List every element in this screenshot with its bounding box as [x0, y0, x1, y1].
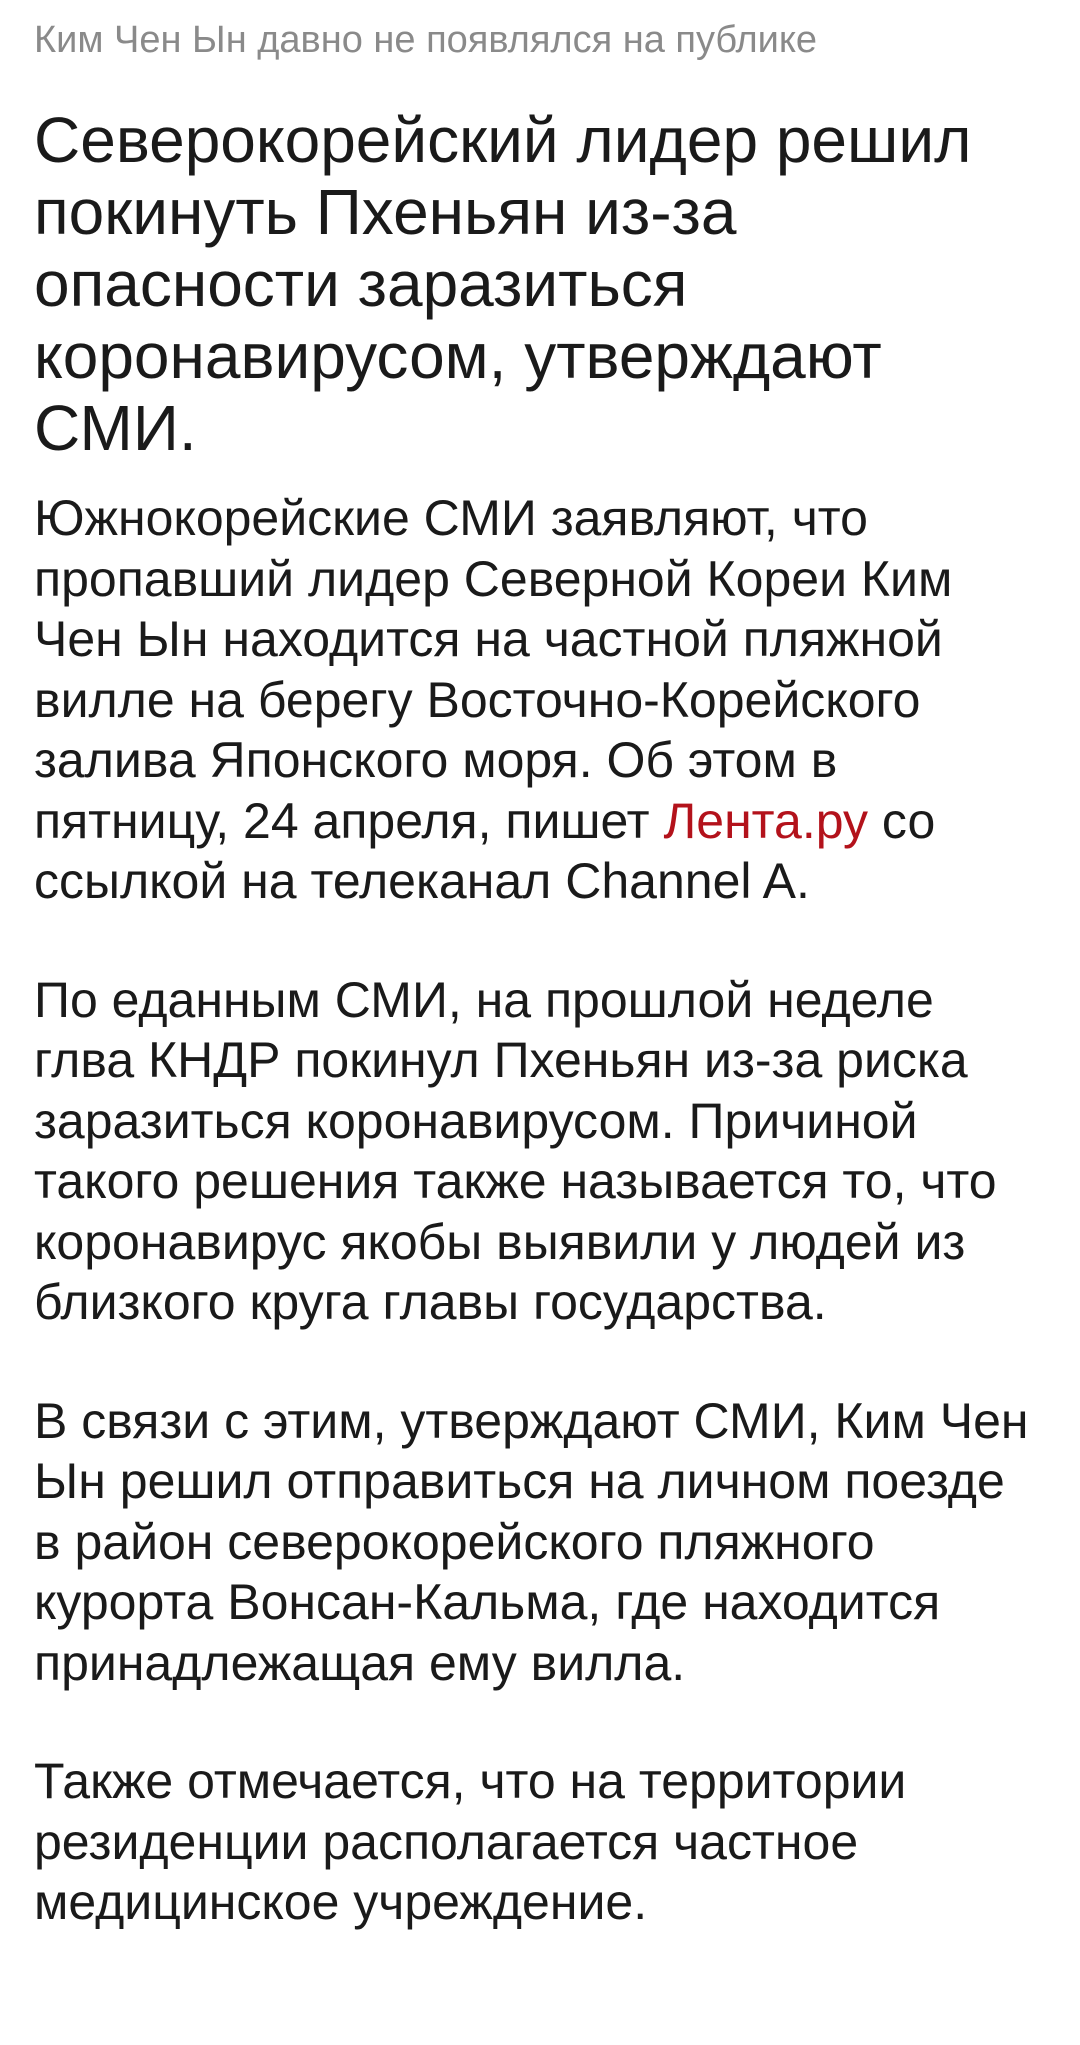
article-subtitle: Ким Чен Ын давно не появлялся на публике [34, 19, 818, 61]
next-paragraph-cut-off [34, 1979, 1044, 2040]
article-lead-paragraph [34, 488, 1044, 912]
article-paragraph: В связи с этим, утверждают СМИ, Ким Чен Ын решил отправиться на личном поезде в район северокорейского пляжного курорта Вонсан-Кальма, где находится принадлежащая ему вилла. [34, 1392, 1029, 1691]
article [34, 0, 1054, 2039]
lead-text-before-link: Южнокорейские СМИ заявляют, что пропавший лидер Северной Кореи Ким Чен Ын находится на частной пляжной вилле на берегу Восточно-Корейского залива Японского моря. Об этом в пятницу, 24 апреля, пишет [34, 490, 953, 849]
lead-text-after-link: со ссылкой на телеканал Channel A. [34, 792, 936, 909]
article-headline: Северокорейский лидер решил покинуть Пхеньян из-за опасности заразиться коронавирусом, утверждают СМИ. [34, 104, 972, 464]
article-paragraph: По еданным СМИ, на прошлой неделе глва КНДР покинул Пхеньян из-за риска заразиться коронавирусом. Причиной такого решения также называется то, что коронавирус якобы выявили у людей из близкого круга главы государства. [34, 971, 997, 1330]
source-link-lenta[interactable]: Лента.ру [663, 792, 868, 849]
article-paragraph: Также отмечается, что на территории резиденции располагается частное медицинское учреждение. [34, 1753, 907, 1930]
